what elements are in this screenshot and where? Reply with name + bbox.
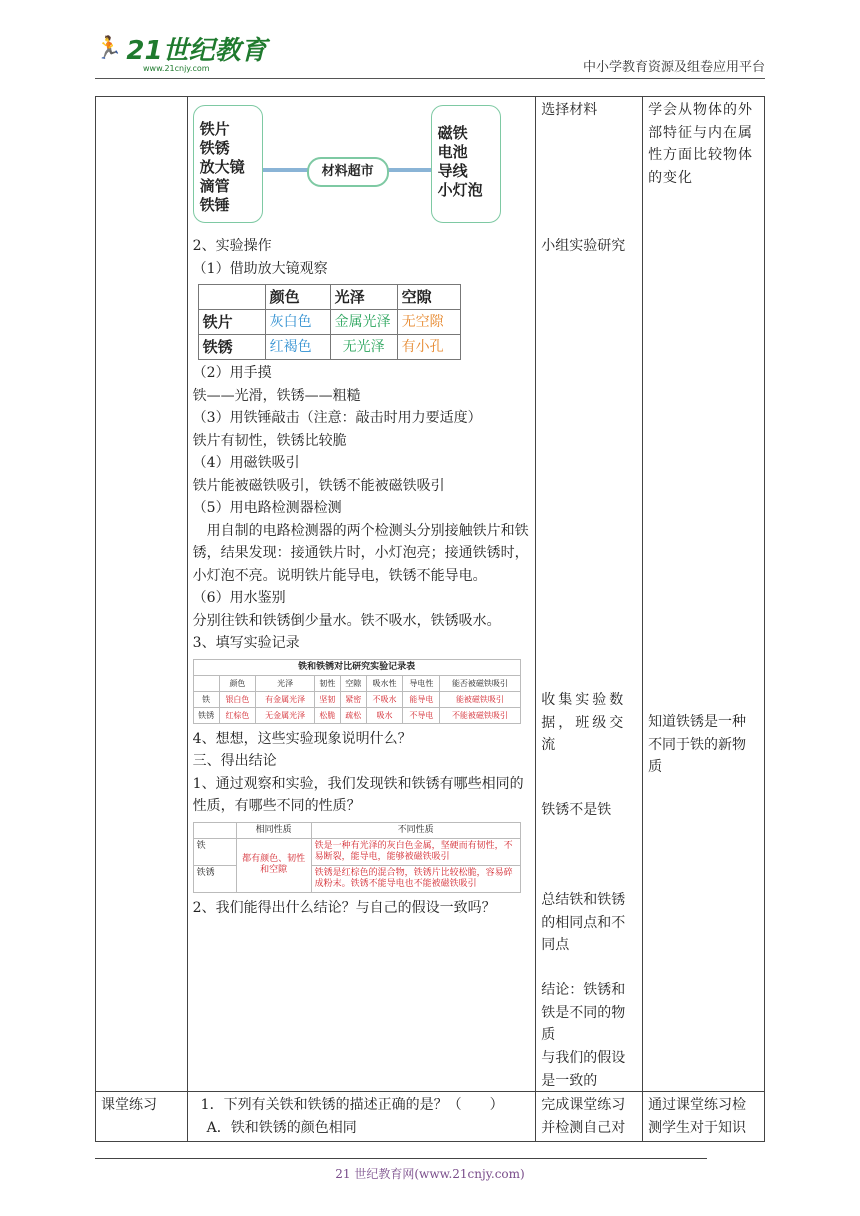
step-4-result: 铁片能被磁铁吸引，铁锈不能被磁铁吸引 — [192, 477, 445, 494]
t1-cell: 灰白色 — [265, 310, 330, 335]
t2-header: 颜色 — [219, 675, 256, 691]
materials-left — [193, 105, 263, 223]
t1-row-name: 铁片 — [198, 310, 265, 335]
t3-header — [193, 822, 236, 838]
material-item: 小灯泡 — [437, 181, 483, 199]
step-6: （6）用水鉴别 — [192, 590, 286, 606]
t2-cell: 吸水 — [366, 707, 403, 723]
t2-cell: 不能被磁铁吸引 — [440, 707, 520, 723]
t2-cell: 不导电 — [403, 707, 440, 723]
t2-header: 吸水性 — [366, 675, 403, 691]
activity-summary: 总结铁和铁锈的相同点和不同点 — [541, 892, 626, 953]
material-item: 导线 — [437, 162, 468, 180]
materials-diagram — [193, 105, 503, 235]
intent-new-substance: 知道铁锈是一种不同于铁的新物质 — [648, 714, 747, 775]
page-header — [95, 30, 765, 79]
t2-cell: 银白色 — [219, 691, 256, 707]
practice-option-a: A．铁和铁锈的颜色相同 — [206, 1119, 357, 1136]
t2-row-name: 铁 — [193, 691, 219, 707]
t3-header: 不同性质 — [311, 822, 520, 838]
t2-cell: 有金属光泽 — [256, 691, 315, 707]
activity-collect: 收集实验数据，班级交流 — [541, 692, 627, 753]
t2-cell: 坚韧 — [314, 691, 340, 707]
activity-conclusion: 结论：铁锈和铁是不同的物质 — [541, 982, 626, 1043]
materials-label: 材料超市 — [307, 157, 389, 187]
logo-url: www.21cnjy.com — [143, 64, 210, 73]
intent-cell — [643, 97, 765, 1092]
activity-choose: 选择材料 — [541, 102, 598, 118]
material-item: 滴管 — [199, 177, 230, 195]
step-2-result: 铁——光滑，铁锈——粗糙 — [192, 387, 361, 404]
step-3: （3）用铁锤敲击（注意：敲击时用力要适度） — [192, 410, 482, 426]
conclusion-q1: 1、通过观察和实验，我们发现铁和铁锈有哪些相同的性质，有哪些不同的性质？ — [192, 775, 524, 814]
footer-divider — [95, 1158, 707, 1159]
materials-right — [431, 105, 501, 223]
question-4: 4、想想，这些实验现象说明什么？ — [192, 730, 412, 747]
t1-corner — [198, 285, 265, 310]
record-table — [193, 659, 521, 724]
step-3-result: 铁片有韧性，铁锈比较脆 — [192, 432, 347, 449]
material-item: 铁片 — [199, 120, 230, 138]
comparison-table — [193, 822, 521, 893]
t1-header: 空隙 — [397, 285, 460, 310]
row-label-practice: 课堂练习 — [96, 1092, 188, 1142]
t3-row-name: 铁 — [193, 838, 236, 865]
t3-diff: 铁是一种有光泽的灰白色金属，坚硬而有韧性，不易断裂，能导电，能够被磁铁吸引 — [311, 838, 520, 865]
t2-cell: 红棕色 — [219, 707, 256, 723]
t1-cell: 金属光泽 — [330, 310, 397, 335]
step-2: （2）用手摸 — [192, 365, 272, 381]
record-table-title: 铁和铁锈对比研究实验记录表 — [193, 659, 520, 675]
t2-header: 导电性 — [403, 675, 440, 691]
t2-cell: 无金属光泽 — [256, 707, 315, 723]
t1-cell: 无空隙 — [397, 310, 460, 335]
t2-header: 空隙 — [340, 675, 366, 691]
t3-row-name: 铁锈 — [193, 865, 236, 892]
t2-cell: 疏松 — [340, 707, 366, 723]
logo — [95, 30, 267, 67]
lesson-table — [95, 96, 765, 1142]
student-activity-cell — [536, 97, 643, 1092]
material-item: 铁锈 — [199, 139, 230, 157]
t1-header: 光泽 — [330, 285, 397, 310]
t1-cell: 有小孔 — [397, 335, 460, 360]
conclusion-q2: 2、我们能得出什么结论？与自己的假设一致吗？ — [192, 899, 496, 916]
t1-cell: 无光泽 — [330, 335, 397, 360]
platform-name: 中小学教育资源及组卷应用平台 — [582, 60, 765, 75]
section-3-title: 三、得出结论 — [192, 753, 277, 769]
step-6-result: 分别往铁和铁锈倒少量水。铁不吸水，铁锈吸水。 — [192, 612, 501, 629]
t2-cell: 能被磁铁吸引 — [440, 691, 520, 707]
t2-cell: 紧密 — [340, 691, 366, 707]
t3-diff: 铁锈是红棕色的混合物，铁锈片比较松脆，容易碎成粉末。铁锈不能导电也不能被磁铁吸引 — [311, 865, 520, 892]
t3-same: 都有颜色、韧性和空隙 — [236, 838, 311, 892]
step-5-result: 用自制的电路检测器的两个检测头分别接触铁片和铁锈，结果发现：接通铁片时，小灯泡亮；接通铁锈时，小灯泡不亮。说明铁片能导电，铁锈不能导电。 — [192, 522, 529, 584]
logo-text: 21世纪教育 — [126, 36, 267, 66]
t2-header: 韧性 — [314, 675, 340, 691]
op-title: 2、实验操作 — [192, 238, 272, 254]
t3-header: 相同性质 — [236, 822, 311, 838]
practice-activity: 完成课堂练习并检测自己对 — [536, 1092, 643, 1142]
material-item: 铁锤 — [199, 196, 230, 214]
material-item: 放大镜 — [199, 158, 245, 176]
practice-cell — [187, 1092, 536, 1142]
material-item: 电池 — [437, 143, 468, 161]
runner-icon: 🏃 — [95, 36, 123, 61]
t2-header: 能否被磁铁吸引 — [440, 675, 520, 691]
t2-cell: 不吸水 — [366, 691, 403, 707]
material-item: 磁铁 — [437, 124, 468, 142]
t2-header: 光泽 — [256, 675, 315, 691]
footer-text: 21 世纪教育网(www.21cnjy.com) — [335, 1167, 525, 1181]
step-1: （1）借助放大镜观察 — [192, 260, 328, 277]
step-4: （4）用磁铁吸引 — [192, 455, 300, 471]
t1-cell: 红褐色 — [265, 335, 330, 360]
intent-compare: 学会从物体的外部特征与内在属性方面比较物体的变化 — [648, 102, 754, 186]
t2-cell: 松脆 — [314, 707, 340, 723]
activity-group: 小组实验研究 — [541, 238, 626, 254]
process-cell — [187, 97, 536, 1092]
record-title: 3、填写实验记录 — [192, 635, 300, 651]
activity-not-iron: 铁锈不是铁 — [541, 802, 612, 818]
t1-row-name: 铁锈 — [198, 335, 265, 360]
t2-row-name: 铁锈 — [193, 707, 219, 723]
row-label-empty — [96, 97, 188, 1092]
t2-header — [193, 675, 219, 691]
practice-intent: 通过课堂练习检测学生对于知识 — [643, 1092, 765, 1142]
activity-hypothesis: 与我们的假设是一致的 — [541, 1050, 626, 1089]
practice-question: 1．下列有关铁和铁锈的描述正确的是？（ ） — [200, 1097, 504, 1113]
step-5: （5）用电路检测器检测 — [192, 500, 342, 516]
t1-header: 颜色 — [265, 285, 330, 310]
observation-table — [198, 284, 461, 360]
t2-cell: 能导电 — [403, 691, 440, 707]
